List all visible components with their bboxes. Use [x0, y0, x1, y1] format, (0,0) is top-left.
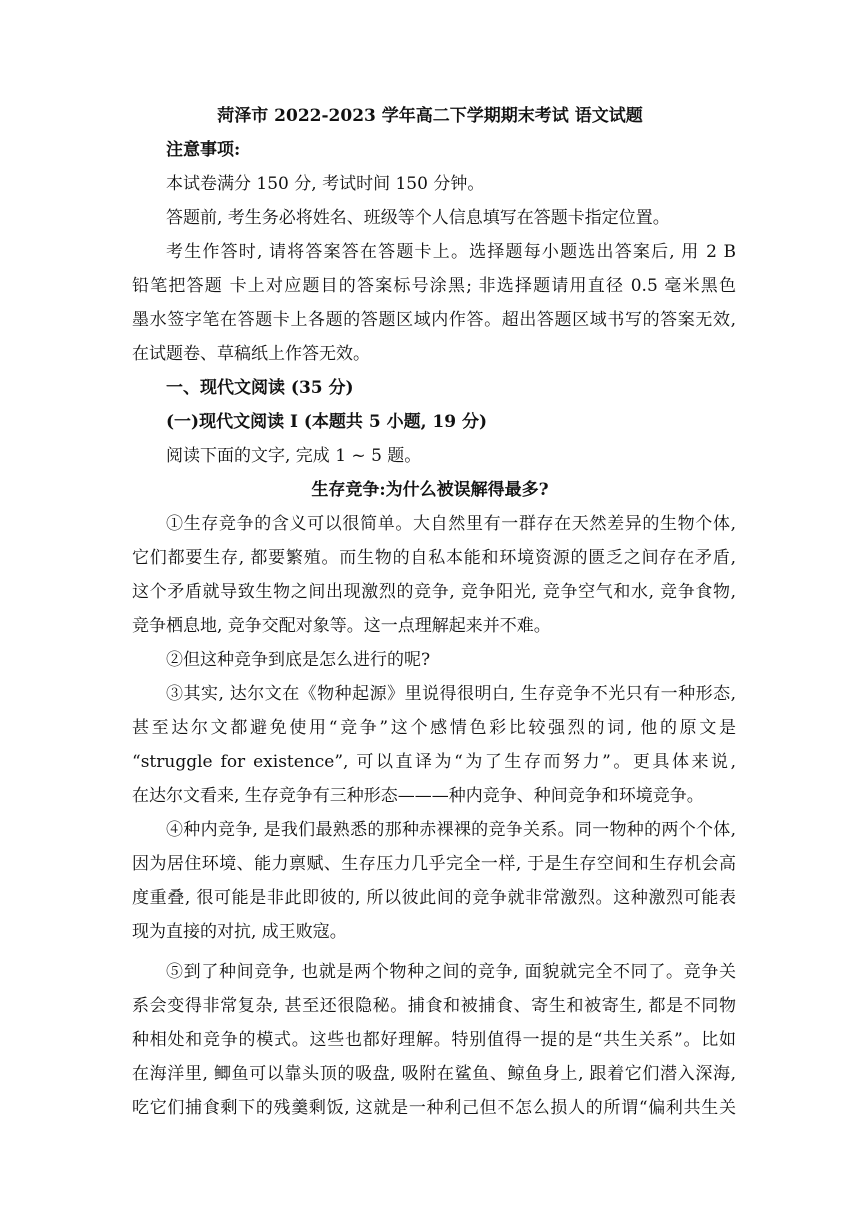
instruction-text: 阅读下面的文字, 完成 1 ~ 5 题。: [166, 446, 422, 466]
article-line: ⑤到了种间竞争, 也就是两个物种之间的竞争, 面貌就完全不同了。竞争关: [166, 962, 736, 982]
notice-line: 墨水签字笔在答题卡上各题的答题区域内作答。超出答题区域书写的答案无效,: [132, 310, 736, 330]
notice-line: 本试卷满分 150 分, 考试时间 150 分钟。: [166, 174, 485, 194]
article-line: 在海洋里, 鲫鱼可以靠头顶的吸盘, 吸附在鲨鱼、鲸鱼身上, 跟着它们潜入深海,: [132, 1064, 736, 1084]
notice-heading: 注意事项:: [166, 140, 241, 160]
notice-line: 在试题卷、草稿纸上作答无效。: [132, 344, 370, 364]
article-line: 在达尔文看来, 生存竞争有三种形态———种内竞争、种间竞争和环境竞争。: [132, 786, 704, 806]
section-heading: 一、现代文阅读 (35 分): [166, 378, 354, 398]
notice-line: 铅笔把答题 卡上对应题目的答案标号涂黑; 非选择题请用直径 0.5 毫米黑色: [132, 276, 736, 296]
article-line: ①生存竞争的含义可以很简单。大自然里有一群存在天然差异的生物个体,: [166, 514, 736, 534]
exam-title: 菏泽市 2022-2023 学年高二下学期期末考试 语文试题: [217, 106, 643, 126]
article-line: 因为居住环境、能力禀赋、生存压力几乎完全一样, 于是生存空间和生存机会高: [132, 854, 736, 874]
article-line: 种相处和竞争的模式。这些也都好理解。特别值得一提的是“共生关系”。比如: [132, 1030, 736, 1050]
article-line: ②但这种竞争到底是怎么进行的呢?: [166, 650, 431, 670]
article-line: 它们都要生存, 都要繁殖。而生物的自私本能和环境资源的匮乏之间存在矛盾,: [132, 548, 736, 568]
article-line: 系会变得非常复杂, 甚至还很隐秘。捕食和被捕食、寄生和被寄生, 都是不同物: [132, 996, 736, 1016]
article-line: ④种内竞争, 是我们最熟悉的那种赤裸裸的竞争关系。同一物种的两个个体,: [166, 820, 736, 840]
article-line: 现为直接的对抗, 成王败寇。: [132, 922, 347, 942]
notice-line: 考生作答时, 请将答案答在答题卡上。选择题每小题选出答案后, 用 2 B: [166, 242, 736, 262]
article-line: “struggle for existence”, 可以直译为“为了生存而努力”。更具体来说,: [132, 752, 736, 772]
article-line: 甚至达尔文都避免使用“竞争”这个感情色彩比较强烈的词, 他的原文是: [132, 718, 736, 738]
article-line: 竞争栖息地, 竞争交配对象等。这一点理解起来并不难。: [132, 616, 551, 636]
article-line: 度重叠, 很可能是非此即彼的, 所以彼此间的竞争就非常激烈。这种激烈可能表: [132, 888, 736, 908]
notice-line: 答题前, 考生务必将姓名、班级等个人信息填写在答题卡指定位置。: [166, 208, 670, 228]
article-line: ③其实, 达尔文在《物种起源》里说得很明白, 生存竞争不光只有一种形态,: [166, 684, 736, 704]
subsection-heading: (一)现代文阅读 I (本题共 5 小题, 19 分): [166, 412, 488, 432]
article-title: 生存竞争:为什么被误解得最多?: [311, 480, 549, 500]
article-line: 这个矛盾就导致生物之间出现激烈的竞争, 竞争阳光, 竞争空气和水, 竞争食物,: [132, 582, 736, 602]
article-line: 吃它们捕食剩下的残羹剩饭, 这就是一种利己但不怎么损人的所谓“偏利共生关: [132, 1098, 736, 1118]
